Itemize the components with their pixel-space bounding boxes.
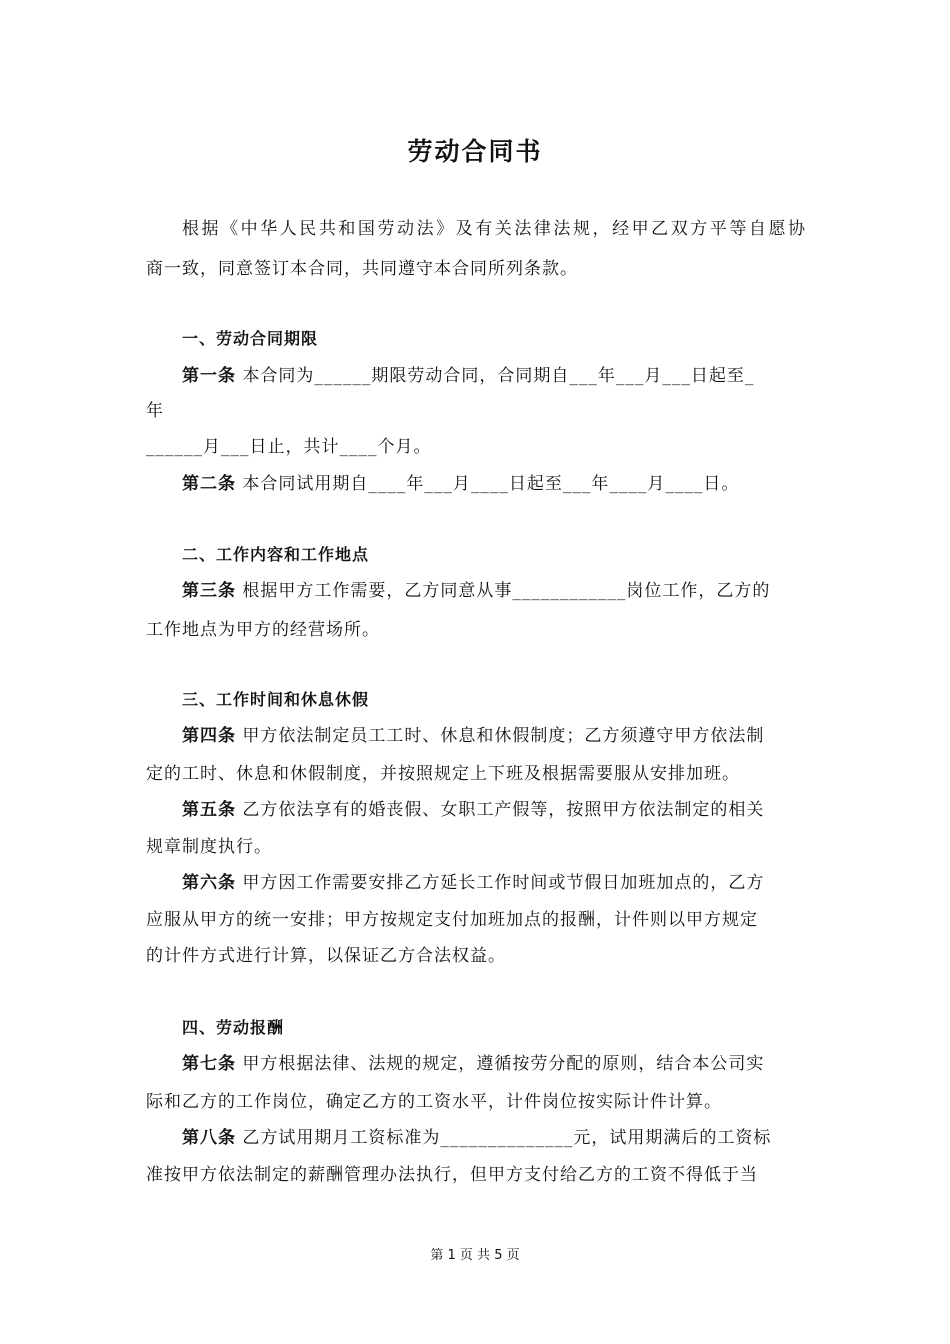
article-6-line-3: 的计件方式进行计算，以保证乙方合法权益。 — [146, 946, 506, 966]
article-2-line-1 — [182, 474, 806, 494]
article-1-line-3: ______月___日止，共计____个月。 — [146, 437, 432, 457]
article-7-label: 第七条 — [182, 1054, 236, 1074]
article-8-line-2: 准按甲方依法制定的薪酬管理办法执行，但甲方支付给乙方的工资不得低于当 — [146, 1165, 758, 1185]
article-8-label: 第八条 — [182, 1128, 236, 1148]
article-7-line-1 — [182, 1054, 806, 1074]
article-4-text: 甲方依法制定员工工时、休息和休假制度；乙方须遵守甲方依法制 — [242, 726, 765, 746]
article-5-line-1 — [182, 800, 806, 820]
article-8-text: 乙方试用期月工资标准为______________元，试用期满后的工资标 — [242, 1128, 772, 1148]
section-3-heading: 三、工作时间和休息休假 — [182, 690, 370, 709]
article-3-line-2: 工作地点为甲方的经营场所。 — [146, 620, 380, 640]
article-1-line-2: 年 — [146, 401, 164, 421]
article-1-line-1 — [182, 366, 806, 386]
article-4-line-2: 定的工时、休息和休假制度，并按照规定上下班及根据需要服从安排加班。 — [146, 764, 740, 784]
page-footer: 第 1 页 共 5 页 — [430, 1248, 520, 1263]
article-2-label: 第二条 — [182, 474, 236, 494]
article-5-label: 第五条 — [182, 800, 236, 820]
article-4-label: 第四条 — [182, 726, 236, 746]
article-6-line-1 — [182, 873, 806, 893]
article-7-line-2: 际和乙方的工作岗位，确定乙方的工资水平，计件岗位按实际计件计算。 — [146, 1092, 722, 1112]
intro-line-2: 商一致，同意签订本合同，共同遵守本合同所列条款。 — [146, 259, 578, 279]
article-1-label: 第一条 — [182, 366, 236, 386]
intro-line-1: 根据《中华人民共和国劳动法》及有关法律法规，经甲乙双方平等自愿协 — [182, 219, 806, 239]
article-6-text: 甲方因工作需要安排乙方延长工作时间或节假日加班加点的，乙方 — [242, 873, 765, 893]
article-3-label: 第三条 — [182, 581, 236, 601]
article-6-line-2: 应服从甲方的统一安排；甲方按规定支付加班加点的报酬，计件则以甲方规定 — [146, 910, 758, 930]
article-4-line-1 — [182, 726, 806, 746]
section-2-heading: 二、工作内容和工作地点 — [182, 545, 370, 564]
section-1-heading: 一、劳动合同期限 — [182, 329, 319, 348]
article-8-line-1 — [182, 1128, 806, 1148]
article-5-text: 乙方依法享有的婚丧假、女职工产假等，按照甲方依法制定的相关 — [242, 800, 765, 820]
article-7-text: 甲方根据法律、法规的规定，遵循按劳分配的原则，结合本公司实 — [242, 1054, 765, 1074]
article-3-text: 根据甲方工作需要，乙方同意从事____________岗位工作，乙方的 — [242, 581, 771, 601]
article-6-label: 第六条 — [182, 873, 236, 893]
article-1-text: 本合同为______期限劳动合同，合同期自___年___月___日起至_ — [242, 366, 755, 386]
article-3-line-1 — [182, 581, 806, 601]
article-2-text: 本合同试用期自____年___月____日起至___年____月____日。 — [242, 474, 740, 494]
section-4-heading: 四、劳动报酬 — [182, 1018, 285, 1037]
document-title: 劳动合同书 — [407, 137, 543, 166]
article-5-line-2: 规章制度执行。 — [146, 837, 272, 857]
